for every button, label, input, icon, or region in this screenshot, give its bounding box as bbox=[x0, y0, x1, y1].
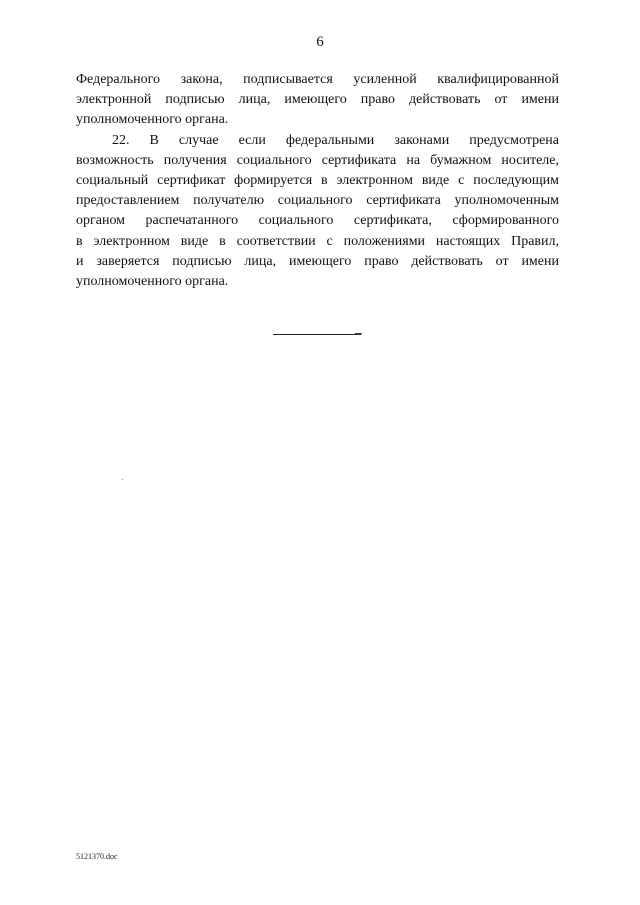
text-line: социальный сертификат формируется в электронном виде с последующим bbox=[76, 173, 559, 189]
page-number: 6 bbox=[316, 34, 324, 50]
text-line: электронной подписью лица, имеющего право действовать от имени bbox=[76, 92, 559, 108]
text-line: предоставлением получателю социального сертификата уполномоченным bbox=[76, 193, 559, 209]
document-body bbox=[76, 70, 559, 292]
scan-speck bbox=[122, 479, 123, 480]
end-separator-rule-tail bbox=[355, 333, 362, 334]
text-line: 22. В случае если федеральными законами предусмотрена bbox=[112, 132, 559, 148]
text-line: Федерального закона, подписывается усиленной квалифицированной bbox=[76, 72, 559, 87]
text-line: органом распечатанного социального сертификата, сформированного bbox=[76, 213, 559, 229]
text-line: в электронном виде в соответствии с положениями настоящих Правил, bbox=[76, 233, 559, 249]
text-line: уполномоченного органа. bbox=[76, 274, 229, 290]
footer-filename: 5121370.doc bbox=[76, 852, 118, 861]
paragraph-1 bbox=[76, 70, 559, 131]
text-line: уполномоченного органа. bbox=[76, 112, 229, 128]
paragraph-22 bbox=[76, 131, 559, 293]
text-line: возможность получения социального сертификата на бумажном носителе, bbox=[76, 152, 559, 168]
text-line: и заверяется подписью лица, имеющего право действовать от имени bbox=[76, 253, 559, 269]
end-separator-rule bbox=[273, 334, 361, 335]
